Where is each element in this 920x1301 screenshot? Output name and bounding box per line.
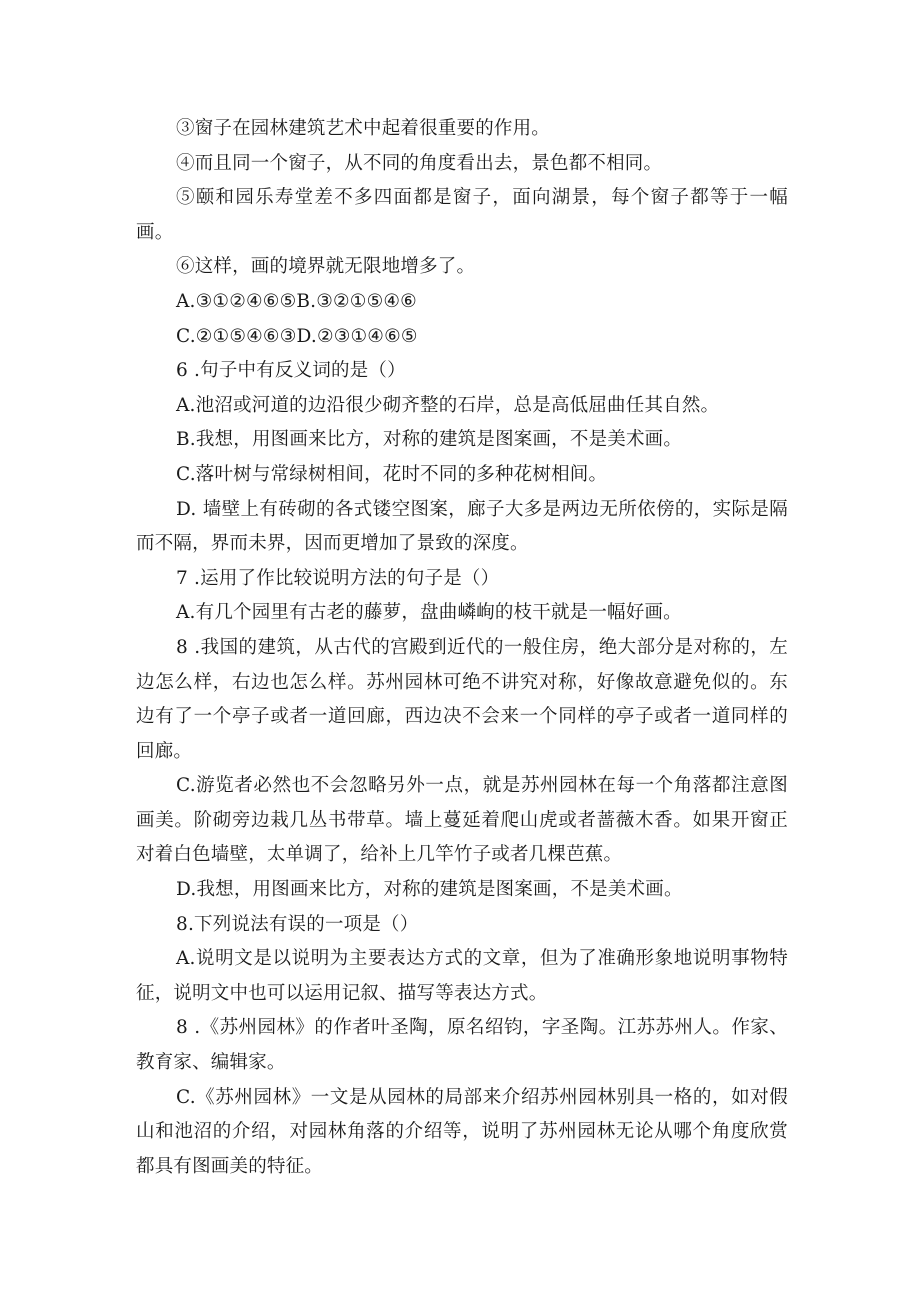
q5-options-ab: A.③①②④⑥⑤B.③②①⑤④⑥ [176, 290, 417, 312]
q8-option-c: C.《苏州园林》一文是从园林的局部来介绍苏州园林别具一格的，如对假山和池沼的介绍，对园林角落的介绍等，说明了苏州园林无论从哪个角度欣赏都具有图画美的特征。 [136, 1086, 788, 1177]
q7-question: 7 .运用了作比较说明方法的句子是（） [176, 567, 500, 589]
q6-question: 6 .句子中有反义词的是（） [176, 360, 406, 382]
q8-question: 8.下列说法有误的一项是（） [176, 913, 419, 935]
q7-option-c: C.游览者必然也不会忽略另外一点，就是苏州园林在每一个角落都注意图画美。阶砌旁边栽几丛书带草。墙上蔓延着爬山虎或者蔷薇木香。如果开窗正对着白色墙壁，太单调了，给补上几竿竹子或者几棵芭蕉。 [136, 775, 788, 866]
q6-option-d: D. 墙壁上有砖砌的各式镂空图案，廊子大多是两边无所依傍的，实际是隔而不隔，界而未界，因而更增加了景致的深度。 [136, 498, 788, 555]
q5-options-cd: C.②①⑤④⑥③D.②③①④⑥⑤ [176, 325, 418, 347]
sentence-3: ③窗子在园林建筑艺术中起着很重要的作用。 [176, 118, 551, 139]
q8-option-b: 8 .《苏州园林》的作者叶圣陶，原名绍钧，字圣陶。江苏苏州人。作家、教育家、编辑家。 [136, 1017, 788, 1074]
q8-option-a: A.说明文是以说明为主要表达方式的文章，但为了准确形象地说明事物特征，说明文中也可以运用记叙、描写等表达方式。 [136, 948, 788, 1004]
document-body [136, 112, 788, 1184]
q6-option-c: C.落叶树与常绿树相间，花时不同的多种花树相间。 [176, 463, 608, 485]
sentence-5: ⑤颐和园乐寿堂差不多四面都是窗子，面向湖景，每个窗子都等于一幅画。 [136, 187, 788, 243]
sentence-4: ④而且同一个窗子，从不同的角度看出去，景色都不相同。 [176, 152, 663, 174]
sentence-6: ⑥这样，画的境界就无限地增多了。 [176, 256, 476, 278]
q7-option-b: 8 .我国的建筑，从古代的宫殿到近代的一般住房，绝大部分是对称的，左边怎么样，右边也怎么样。苏州园林可绝不讲究对称，好像故意避免似的。东边有了一个亭子或者一道回廊，西边决不会来一个同样的亭子或者一道同样的回廊。 [136, 636, 788, 762]
q6-option-a: A.池沼或河道的边沿很少砌齐整的石岸，总是高低屈曲任其自然。 [176, 394, 720, 416]
q7-option-d: D.我想，用图画来比方，对称的建筑是图案画，不是美术画。 [176, 879, 683, 901]
q7-option-a: A.有几个园里有古老的藤萝，盘曲嶙峋的枝干就是一幅好画。 [176, 602, 682, 624]
q6-option-b: B.我想，用图画来比方，对称的建筑是图案画，不是美术画。 [176, 429, 683, 451]
